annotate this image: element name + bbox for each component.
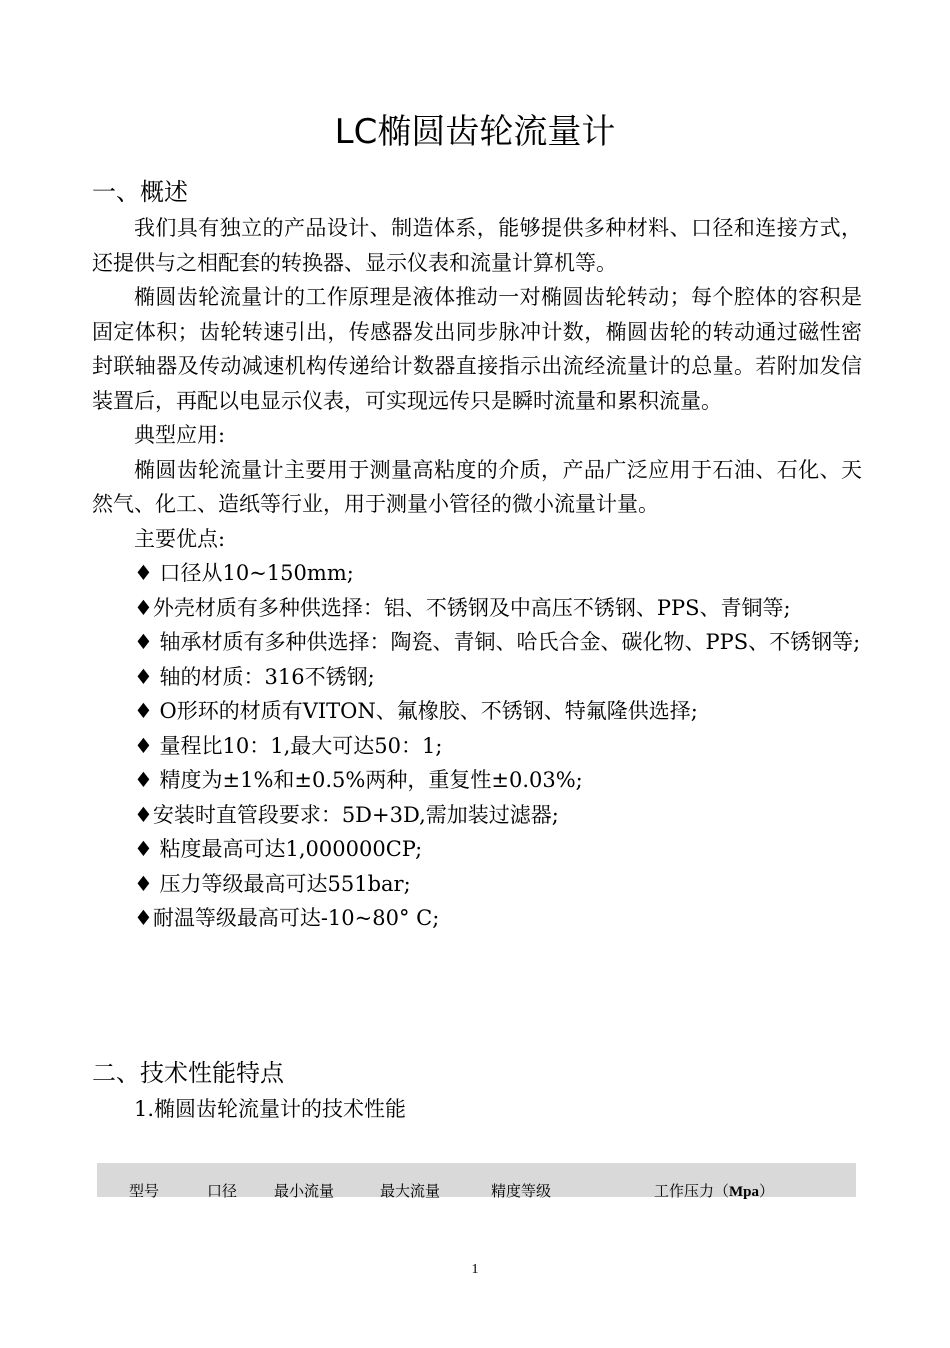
overview-body [92, 211, 862, 936]
unit-mpa: Mpa [729, 1184, 760, 1200]
column-header-working-pressure: 工作压力（Mpa） [654, 1184, 775, 1200]
list-item-accuracy: ♦ 精度为±1%和±0.5%两种，重复性±0.03%; [134, 768, 583, 792]
list-item-shaft-material: ♦ 轴的材质：316不锈钢; [134, 664, 375, 689]
list-item-caliber: ♦ 口径从10~150mm; [134, 561, 354, 585]
section-heading-overview: 一、概述 [92, 178, 188, 206]
label-main-advantages: 主要优点: [134, 526, 226, 551]
list-item-viscosity: ♦ 粘度最高可达1,000000CP; [134, 837, 423, 861]
paragraph-principle: 椭圆齿轮流量计的工作原理是液体推动一对椭圆齿轮转动；每个腔体的容积是固定体积；齿轮转速引出，传感器发出同步脉冲计数，椭圆齿轮的转动通过磁性密封联轴器及传动减速机构传递给计数器直接指示出流经流量计的总量。若附加发信装置后，再配以电显示仪表，可实现远传只是瞬时流量和累积流量。 [92, 285, 862, 413]
page-number: 1 [471, 1262, 479, 1277]
list-item-turndown: ♦ 量程比10：1,最大可达50：1; [134, 733, 443, 758]
column-header-accuracy-class: 精度等级 [491, 1184, 552, 1200]
list-item-temperature: ♦耐温等级最高可达-10~80° C; [134, 906, 440, 930]
subheading-technical-performance: 1.椭圆齿轮流量计的技术性能 [134, 1097, 407, 1121]
paragraph-intro: 我们具有独立的产品设计、制造体系，能够提供多种材料、口径和连接方式，还提供与之相配套的转换器、显示仪表和流量计算机等。 [92, 216, 862, 275]
column-header-min-flow: 最小流量 [274, 1184, 335, 1200]
list-item-pressure: ♦ 压力等级最高可达551bar; [134, 871, 411, 896]
page-title: LC椭圆齿轮流量计 [334, 112, 616, 152]
label-typical-application: 典型应用: [134, 423, 226, 447]
paragraph-application: 椭圆齿轮流量计主要用于测量高粘度的介质，产品广泛应用于石油、石化、天然气、化工、造纸等行业，用于测量小管径的微小流量计量。 [92, 457, 862, 516]
list-item-o-ring-material: ♦ O形环的材质有VITON、氟橡胶、不锈钢、特氟隆供选择; [134, 699, 698, 723]
list-item-housing-material: ♦外壳材质有多种供选择：铝、不锈钢及中高压不锈钢、PPS、青铜等; [134, 595, 791, 620]
column-header-max-flow: 最大流量 [380, 1184, 441, 1200]
list-item-bearing-material: ♦ 轴承材质有多种供选择：陶瓷、青铜、哈氏合金、碳化物、PPS、不锈钢等; [134, 630, 861, 654]
list-item-installation: ♦安装时直管段要求：5D+3D,需加装过滤器; [134, 802, 559, 827]
technical-body [92, 1092, 862, 1127]
spec-table-header [97, 1163, 856, 1200]
section-heading-technical: 二、技术性能特点 [92, 1059, 284, 1087]
column-header-model: 型号 [129, 1184, 160, 1200]
column-header-caliber: 口径 [207, 1184, 238, 1200]
